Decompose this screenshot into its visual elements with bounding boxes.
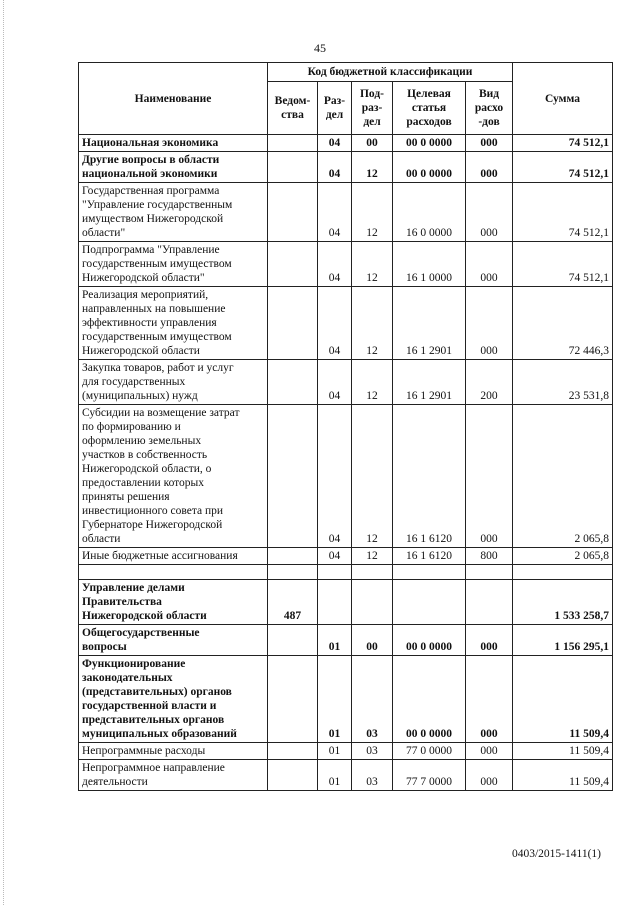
cell-name-line: вопросы (82, 641, 127, 653)
page-number: 45 (314, 41, 326, 55)
cell-name-line: муниципальных образований (82, 728, 237, 740)
cell-vid-raskhodov: 000 (466, 405, 513, 548)
cell-name-line: Государственная программа (82, 185, 220, 197)
spacer-cell (513, 565, 613, 580)
cell-podrazdel: 12 (352, 360, 393, 405)
cell-vedomstvo (268, 548, 318, 565)
cell-name-line: "Управление государственным (82, 199, 233, 211)
table-row (79, 135, 613, 152)
cell-celevaya-statya: 16 1 6120 (393, 405, 466, 548)
cell-name-line: (муниципальных) нужд (82, 390, 198, 402)
spacer-cell (268, 565, 318, 580)
header-razdel: Раз-дел (318, 82, 352, 135)
cell-celevaya-statya: 16 1 2901 (393, 360, 466, 405)
cell-podrazdel: 03 (352, 760, 393, 791)
cell-summa: 74 512,1 (513, 183, 613, 242)
cell-podrazdel: 03 (352, 656, 393, 743)
cell-podrazdel: 00 (352, 135, 393, 152)
cell-summa: 2 065,8 (513, 548, 613, 565)
cell-name (79, 760, 268, 791)
budget-table (78, 62, 613, 791)
cell-name-line: Подпрограмма "Управление (82, 244, 220, 256)
cell-name (79, 548, 268, 565)
cell-podrazdel: 12 (352, 152, 393, 183)
cell-name (79, 405, 268, 548)
cell-vid-raskhodov: 000 (466, 242, 513, 287)
cell-summa: 2 065,8 (513, 405, 613, 548)
cell-name-line: области (82, 533, 121, 545)
cell-vid-raskhodov: 000 (466, 183, 513, 242)
cell-podrazdel: 12 (352, 548, 393, 565)
cell-name-line: Нижегородской области" (82, 272, 205, 284)
cell-razdel: 04 (318, 360, 352, 405)
cell-name (79, 625, 268, 656)
cell-name-line: Непрограммные расходы (82, 745, 206, 757)
cell-razdel: 04 (318, 135, 352, 152)
cell-podrazdel: 12 (352, 405, 393, 548)
table-row (79, 743, 613, 760)
table-row (79, 152, 613, 183)
cell-razdel: 04 (318, 183, 352, 242)
cell-name-line: Закупка товаров, работ и услуг (82, 362, 234, 374)
cell-razdel: 04 (318, 242, 352, 287)
table-body (79, 135, 613, 791)
cell-celevaya-statya: 16 1 2901 (393, 287, 466, 360)
cell-name-line: Реализация мероприятий, (82, 289, 209, 301)
spacer-cell (79, 565, 268, 580)
cell-name-line: для государственных (82, 376, 186, 388)
cell-summa: 72 446,3 (513, 287, 613, 360)
scan-edge-line (3, 0, 4, 905)
cell-name-line: эффективности управления (82, 317, 217, 329)
cell-name-line: Иные бюджетные ассигнования (82, 550, 238, 562)
header-celevaya: Целевая статья расходов (393, 82, 466, 135)
cell-summa: 11 509,4 (513, 743, 613, 760)
cell-vedomstvo (268, 287, 318, 360)
cell-razdel: 01 (318, 625, 352, 656)
cell-name (79, 135, 268, 152)
cell-name-line: государственным имуществом (82, 258, 232, 270)
cell-name (79, 743, 268, 760)
table-row (79, 656, 613, 743)
cell-summa: 74 512,1 (513, 242, 613, 287)
cell-celevaya-statya: 00 0 0000 (393, 656, 466, 743)
cell-vid-raskhodov: 000 (466, 152, 513, 183)
cell-summa: 74 512,1 (513, 135, 613, 152)
cell-name-line: Непрограммное направление (82, 762, 225, 774)
cell-vedomstvo (268, 760, 318, 791)
cell-name-line: приняты решения (82, 491, 170, 503)
cell-name (79, 360, 268, 405)
cell-name-line: направленных на повышение (82, 303, 226, 315)
spacer-cell (352, 565, 393, 580)
cell-podrazdel: 12 (352, 287, 393, 360)
header-vedomstvo: Ведом-ства (268, 82, 318, 135)
cell-summa: 74 512,1 (513, 152, 613, 183)
cell-name (79, 183, 268, 242)
cell-podrazdel: 03 (352, 743, 393, 760)
cell-name (79, 580, 268, 625)
cell-vid-raskhodov: 000 (466, 625, 513, 656)
cell-celevaya-statya (393, 580, 466, 625)
cell-name-line: законодательных (82, 672, 173, 684)
cell-summa: 11 509,4 (513, 656, 613, 743)
cell-name-line: Правительства (82, 596, 162, 608)
cell-name-line: оформлению земельных (82, 435, 202, 447)
cell-podrazdel: 12 (352, 183, 393, 242)
cell-name (79, 287, 268, 360)
cell-razdel: 01 (318, 743, 352, 760)
cell-name-line: участков в собственность (82, 449, 208, 461)
cell-vedomstvo (268, 405, 318, 548)
table-row (79, 625, 613, 656)
cell-name-line: государственным имуществом (82, 331, 232, 343)
cell-vedomstvo (268, 743, 318, 760)
table-row (79, 405, 613, 548)
cell-celevaya-statya: 77 7 0000 (393, 760, 466, 791)
spacer-cell (318, 565, 352, 580)
table-row (79, 183, 613, 242)
cell-name (79, 656, 268, 743)
cell-name-line: Нижегородской области, о (82, 463, 212, 475)
cell-name-line: Национальная экономика (82, 137, 219, 149)
cell-summa: 1 156 295,1 (513, 625, 613, 656)
cell-name-line: имуществом Нижегородской (82, 213, 224, 225)
cell-vedomstvo (268, 152, 318, 183)
cell-razdel: 04 (318, 405, 352, 548)
cell-name-line: представительных органов (82, 714, 225, 726)
header-sum: Сумма (513, 63, 613, 135)
cell-name-line: области" (82, 227, 126, 239)
cell-razdel (318, 580, 352, 625)
cell-name-line: Субсидии на возмещение затрат (82, 407, 240, 419)
cell-celevaya-statya: 16 0 0000 (393, 183, 466, 242)
cell-name-line: инвестиционного совета при (82, 505, 224, 517)
table-row (79, 360, 613, 405)
cell-name-line: Функционирование (82, 658, 186, 670)
cell-summa: 11 509,4 (513, 760, 613, 791)
table-row (79, 580, 613, 625)
cell-vedomstvo (268, 360, 318, 405)
cell-razdel: 04 (318, 287, 352, 360)
header-name: Наименование (79, 63, 268, 135)
spacer-row (79, 565, 613, 580)
cell-vid-raskhodov: 200 (466, 360, 513, 405)
cell-name-line: Губернаторе Нижегородской (82, 519, 223, 531)
cell-name (79, 242, 268, 287)
cell-name (79, 152, 268, 183)
header-vid: Вид расхо -дов (466, 82, 513, 135)
cell-vid-raskhodov: 000 (466, 135, 513, 152)
cell-vid-raskhodov: 800 (466, 548, 513, 565)
cell-celevaya-statya: 77 0 0000 (393, 743, 466, 760)
cell-name-line: Нижегородской области (82, 345, 200, 357)
cell-razdel: 04 (318, 548, 352, 565)
cell-podrazdel (352, 580, 393, 625)
spacer-cell (393, 565, 466, 580)
cell-celevaya-statya: 16 1 0000 (393, 242, 466, 287)
cell-vedomstvo (268, 183, 318, 242)
cell-celevaya-statya: 00 0 0000 (393, 135, 466, 152)
cell-name-line: деятельности (82, 776, 148, 788)
cell-vid-raskhodov: 000 (466, 760, 513, 791)
cell-vid-raskhodov (466, 580, 513, 625)
cell-podrazdel: 00 (352, 625, 393, 656)
spacer-cell (466, 565, 513, 580)
cell-summa: 23 531,8 (513, 360, 613, 405)
cell-vedomstvo (268, 625, 318, 656)
table-row (79, 548, 613, 565)
table-row (79, 287, 613, 360)
cell-name-line: Общегосударственные (82, 627, 200, 639)
cell-name-line: национальной экономики (82, 168, 218, 180)
cell-vid-raskhodov: 000 (466, 287, 513, 360)
cell-celevaya-statya: 00 0 0000 (393, 625, 466, 656)
cell-name-line: государственной власти и (82, 700, 217, 712)
cell-vedomstvo (268, 656, 318, 743)
cell-celevaya-statya: 16 1 6120 (393, 548, 466, 565)
cell-celevaya-statya: 00 0 0000 (393, 152, 466, 183)
cell-summa: 1 533 258,7 (513, 580, 613, 625)
header-podrazdel: Под-раз-дел (352, 82, 393, 135)
cell-vedomstvo (268, 135, 318, 152)
cell-name-line: (представительных) органов (82, 686, 232, 698)
document-code: 0403/2015-1411(1) (511, 848, 601, 860)
cell-vid-raskhodov: 000 (466, 656, 513, 743)
cell-name-line: Нижегородской области (82, 610, 207, 622)
cell-razdel: 01 (318, 656, 352, 743)
cell-name-line: по формированию и (82, 421, 181, 433)
cell-name-line: Другие вопросы в области (82, 154, 220, 166)
cell-razdel: 01 (318, 760, 352, 791)
cell-name-line: Управление делами (82, 582, 185, 594)
cell-razdel: 04 (318, 152, 352, 183)
cell-vedomstvo: 487 (268, 580, 318, 625)
table-row (79, 760, 613, 791)
cell-vedomstvo (268, 242, 318, 287)
cell-name-line: предоставлении которых (82, 477, 205, 489)
table-row (79, 242, 613, 287)
cell-vid-raskhodov: 000 (466, 743, 513, 760)
header-code-group: Код бюджетной классификации (268, 63, 513, 82)
cell-podrazdel: 12 (352, 242, 393, 287)
